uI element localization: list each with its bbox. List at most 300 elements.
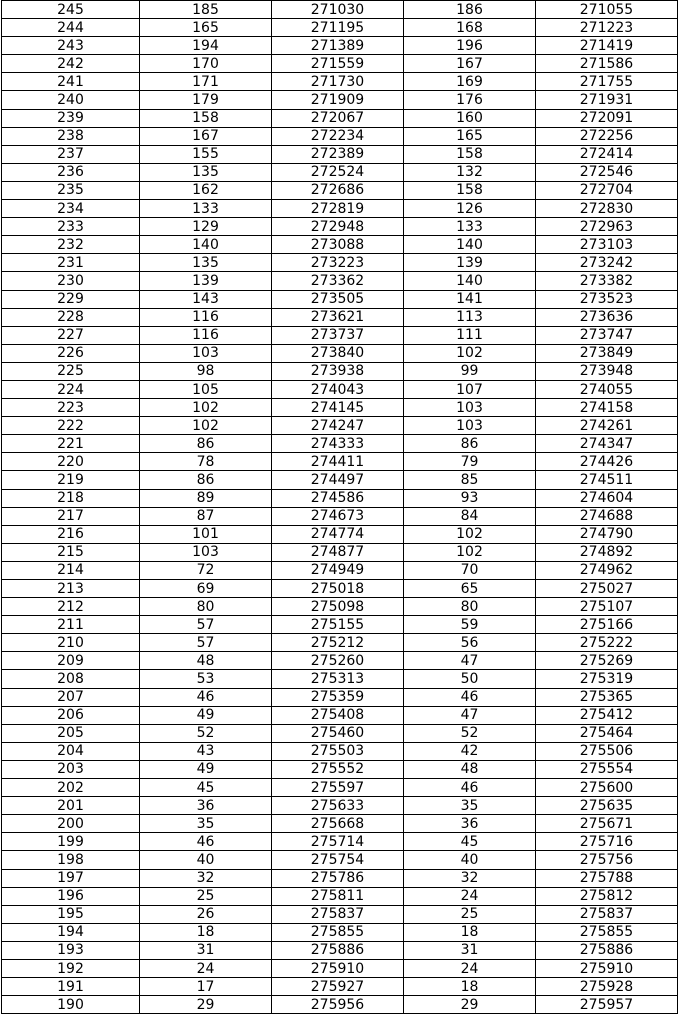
- count-b-cell: 36: [404, 815, 536, 833]
- table-row: [2, 797, 678, 815]
- count-a-cell: 139: [140, 272, 272, 290]
- table-row: [2, 1, 678, 19]
- cumulative-b-cell: 275464: [536, 724, 678, 742]
- score-cell: 199: [2, 833, 140, 851]
- cumulative-a-cell: 275837: [272, 905, 404, 923]
- cumulative-a-cell: 275910: [272, 959, 404, 977]
- cumulative-b-cell: 275635: [536, 797, 678, 815]
- table-row: [2, 598, 678, 616]
- score-cell: 221: [2, 435, 140, 453]
- count-a-cell: 52: [140, 724, 272, 742]
- table-row: [2, 760, 678, 778]
- count-a-cell: 103: [140, 543, 272, 561]
- score-cell: 222: [2, 417, 140, 435]
- cumulative-a-cell: 274877: [272, 543, 404, 561]
- cumulative-b-cell: 275269: [536, 652, 678, 670]
- count-a-cell: 116: [140, 308, 272, 326]
- cumulative-b-cell: 275957: [536, 996, 678, 1014]
- cumulative-b-cell: 272546: [536, 163, 678, 181]
- cumulative-b-cell: 274261: [536, 417, 678, 435]
- cumulative-a-cell: 275018: [272, 580, 404, 598]
- cumulative-b-cell: 275886: [536, 941, 678, 959]
- table-row: [2, 525, 678, 543]
- table-row: [2, 869, 678, 887]
- count-b-cell: 46: [404, 688, 536, 706]
- count-a-cell: 80: [140, 598, 272, 616]
- count-a-cell: 49: [140, 706, 272, 724]
- table-row: [2, 380, 678, 398]
- table-row: [2, 923, 678, 941]
- cumulative-b-cell: 275716: [536, 833, 678, 851]
- count-b-cell: 40: [404, 851, 536, 869]
- cumulative-a-cell: 274673: [272, 507, 404, 525]
- cumulative-b-cell: 271223: [536, 19, 678, 37]
- count-b-cell: 139: [404, 254, 536, 272]
- score-cell: 209: [2, 652, 140, 670]
- score-cell: 231: [2, 254, 140, 272]
- count-b-cell: 196: [404, 37, 536, 55]
- cumulative-b-cell: 271586: [536, 55, 678, 73]
- table-row: [2, 616, 678, 634]
- count-a-cell: 49: [140, 760, 272, 778]
- cumulative-a-cell: 275408: [272, 706, 404, 724]
- cumulative-a-cell: 274774: [272, 525, 404, 543]
- cumulative-b-cell: 272963: [536, 218, 678, 236]
- table-row: [2, 543, 678, 561]
- count-b-cell: 47: [404, 706, 536, 724]
- table-row: [2, 905, 678, 923]
- table-row: [2, 200, 678, 218]
- count-b-cell: 160: [404, 109, 536, 127]
- cumulative-a-cell: 274043: [272, 380, 404, 398]
- count-a-cell: 46: [140, 833, 272, 851]
- cumulative-a-cell: 275754: [272, 851, 404, 869]
- cumulative-a-cell: 271195: [272, 19, 404, 37]
- score-cell: 242: [2, 55, 140, 73]
- score-cell: 208: [2, 670, 140, 688]
- score-cell: 204: [2, 742, 140, 760]
- score-cell: 191: [2, 978, 140, 996]
- score-cell: 195: [2, 905, 140, 923]
- count-b-cell: 165: [404, 127, 536, 145]
- count-b-cell: 126: [404, 200, 536, 218]
- cumulative-a-cell: 275098: [272, 598, 404, 616]
- cumulative-b-cell: 274055: [536, 380, 678, 398]
- score-cell: 219: [2, 471, 140, 489]
- count-a-cell: 105: [140, 380, 272, 398]
- table-row: [2, 634, 678, 652]
- cumulative-a-cell: 275552: [272, 760, 404, 778]
- cumulative-b-cell: 275222: [536, 634, 678, 652]
- count-b-cell: 56: [404, 634, 536, 652]
- count-b-cell: 18: [404, 978, 536, 996]
- cumulative-b-cell: 275319: [536, 670, 678, 688]
- table-row: [2, 254, 678, 272]
- score-cell: 223: [2, 399, 140, 417]
- count-a-cell: 170: [140, 55, 272, 73]
- count-a-cell: 116: [140, 326, 272, 344]
- count-a-cell: 46: [140, 688, 272, 706]
- count-a-cell: 129: [140, 218, 272, 236]
- score-cell: 196: [2, 887, 140, 905]
- cumulative-a-cell: 275956: [272, 996, 404, 1014]
- count-b-cell: 158: [404, 145, 536, 163]
- count-a-cell: 194: [140, 37, 272, 55]
- cumulative-b-cell: 275837: [536, 905, 678, 923]
- count-a-cell: 35: [140, 815, 272, 833]
- cumulative-b-cell: 272414: [536, 145, 678, 163]
- count-a-cell: 171: [140, 73, 272, 91]
- count-a-cell: 135: [140, 163, 272, 181]
- cumulative-a-cell: 273840: [272, 344, 404, 362]
- count-a-cell: 143: [140, 290, 272, 308]
- table-row: [2, 941, 678, 959]
- table-row: [2, 91, 678, 109]
- table-row: [2, 19, 678, 37]
- count-b-cell: 158: [404, 181, 536, 199]
- cumulative-b-cell: 273849: [536, 344, 678, 362]
- score-cell: 201: [2, 797, 140, 815]
- cumulative-a-cell: 275668: [272, 815, 404, 833]
- score-table: [1, 0, 678, 1014]
- cumulative-b-cell: 273747: [536, 326, 678, 344]
- count-b-cell: 111: [404, 326, 536, 344]
- count-a-cell: 32: [140, 869, 272, 887]
- cumulative-b-cell: 274426: [536, 453, 678, 471]
- score-cell: 241: [2, 73, 140, 91]
- count-a-cell: 86: [140, 435, 272, 453]
- cumulative-a-cell: 274497: [272, 471, 404, 489]
- count-b-cell: 45: [404, 833, 536, 851]
- score-cell: 214: [2, 561, 140, 579]
- cumulative-b-cell: 273242: [536, 254, 678, 272]
- score-cell: 243: [2, 37, 140, 55]
- cumulative-a-cell: 275313: [272, 670, 404, 688]
- cumulative-b-cell: 271931: [536, 91, 678, 109]
- cumulative-a-cell: 275786: [272, 869, 404, 887]
- table-row: [2, 272, 678, 290]
- count-b-cell: 176: [404, 91, 536, 109]
- score-cell: 227: [2, 326, 140, 344]
- cumulative-b-cell: 275910: [536, 959, 678, 977]
- cumulative-b-cell: 272091: [536, 109, 678, 127]
- count-b-cell: 32: [404, 869, 536, 887]
- count-b-cell: 103: [404, 417, 536, 435]
- table-row: [2, 399, 678, 417]
- score-cell: 234: [2, 200, 140, 218]
- table-row: [2, 417, 678, 435]
- count-b-cell: 169: [404, 73, 536, 91]
- count-a-cell: 162: [140, 181, 272, 199]
- cumulative-a-cell: 273737: [272, 326, 404, 344]
- count-a-cell: 48: [140, 652, 272, 670]
- table-row: [2, 55, 678, 73]
- cumulative-b-cell: 274511: [536, 471, 678, 489]
- cumulative-b-cell: 275107: [536, 598, 678, 616]
- count-b-cell: 102: [404, 543, 536, 561]
- score-cell: 192: [2, 959, 140, 977]
- cumulative-a-cell: 273505: [272, 290, 404, 308]
- cumulative-b-cell: 274604: [536, 489, 678, 507]
- cumulative-a-cell: 274586: [272, 489, 404, 507]
- count-b-cell: 59: [404, 616, 536, 634]
- count-b-cell: 79: [404, 453, 536, 471]
- cumulative-b-cell: 274347: [536, 435, 678, 453]
- score-cell: 213: [2, 580, 140, 598]
- score-cell: 228: [2, 308, 140, 326]
- count-b-cell: 70: [404, 561, 536, 579]
- cumulative-b-cell: 275600: [536, 779, 678, 797]
- count-a-cell: 40: [140, 851, 272, 869]
- cumulative-a-cell: 275212: [272, 634, 404, 652]
- score-cell: 205: [2, 724, 140, 742]
- score-cell: 200: [2, 815, 140, 833]
- count-a-cell: 72: [140, 561, 272, 579]
- score-cell: 237: [2, 145, 140, 163]
- cumulative-b-cell: 273382: [536, 272, 678, 290]
- count-a-cell: 87: [140, 507, 272, 525]
- score-cell: 194: [2, 923, 140, 941]
- score-cell: 193: [2, 941, 140, 959]
- count-b-cell: 48: [404, 760, 536, 778]
- count-b-cell: 42: [404, 742, 536, 760]
- count-a-cell: 158: [140, 109, 272, 127]
- count-b-cell: 84: [404, 507, 536, 525]
- cumulative-a-cell: 272067: [272, 109, 404, 127]
- cumulative-a-cell: 274949: [272, 561, 404, 579]
- score-cell: 217: [2, 507, 140, 525]
- score-cell: 218: [2, 489, 140, 507]
- count-a-cell: 86: [140, 471, 272, 489]
- cumulative-b-cell: 271419: [536, 37, 678, 55]
- cumulative-a-cell: 271030: [272, 1, 404, 19]
- count-b-cell: 18: [404, 923, 536, 941]
- count-a-cell: 133: [140, 200, 272, 218]
- cumulative-b-cell: 273636: [536, 308, 678, 326]
- count-b-cell: 29: [404, 996, 536, 1014]
- score-cell: 197: [2, 869, 140, 887]
- cumulative-a-cell: 273938: [272, 362, 404, 380]
- count-b-cell: 168: [404, 19, 536, 37]
- cumulative-a-cell: 273362: [272, 272, 404, 290]
- cumulative-a-cell: 274247: [272, 417, 404, 435]
- table-row: [2, 724, 678, 742]
- count-b-cell: 31: [404, 941, 536, 959]
- cumulative-a-cell: 273088: [272, 236, 404, 254]
- count-a-cell: 69: [140, 580, 272, 598]
- table-row: [2, 362, 678, 380]
- table-row: [2, 453, 678, 471]
- table-row: [2, 670, 678, 688]
- count-b-cell: 140: [404, 272, 536, 290]
- table-row: [2, 561, 678, 579]
- score-cell: 226: [2, 344, 140, 362]
- cumulative-b-cell: 272830: [536, 200, 678, 218]
- cumulative-a-cell: 275811: [272, 887, 404, 905]
- cumulative-a-cell: 273223: [272, 254, 404, 272]
- cumulative-a-cell: 272524: [272, 163, 404, 181]
- score-cell: 198: [2, 851, 140, 869]
- count-b-cell: 99: [404, 362, 536, 380]
- cumulative-a-cell: 274333: [272, 435, 404, 453]
- count-b-cell: 93: [404, 489, 536, 507]
- cumulative-a-cell: 275855: [272, 923, 404, 941]
- count-a-cell: 89: [140, 489, 272, 507]
- score-cell: 206: [2, 706, 140, 724]
- count-a-cell: 155: [140, 145, 272, 163]
- cumulative-a-cell: 271389: [272, 37, 404, 55]
- table-row: [2, 580, 678, 598]
- cumulative-a-cell: 272686: [272, 181, 404, 199]
- score-cell: 216: [2, 525, 140, 543]
- table-row: [2, 435, 678, 453]
- score-cell: 232: [2, 236, 140, 254]
- count-b-cell: 113: [404, 308, 536, 326]
- count-b-cell: 133: [404, 218, 536, 236]
- count-b-cell: 46: [404, 779, 536, 797]
- count-a-cell: 29: [140, 996, 272, 1014]
- cumulative-b-cell: 273103: [536, 236, 678, 254]
- count-a-cell: 103: [140, 344, 272, 362]
- cumulative-a-cell: 275503: [272, 742, 404, 760]
- table-row: [2, 308, 678, 326]
- score-cell: 238: [2, 127, 140, 145]
- table-row: [2, 181, 678, 199]
- count-b-cell: 24: [404, 887, 536, 905]
- cumulative-b-cell: 271755: [536, 73, 678, 91]
- score-cell: 203: [2, 760, 140, 778]
- cumulative-a-cell: 273621: [272, 308, 404, 326]
- score-cell: 235: [2, 181, 140, 199]
- score-cell: 233: [2, 218, 140, 236]
- score-cell: 190: [2, 996, 140, 1014]
- cumulative-a-cell: 274411: [272, 453, 404, 471]
- table-row: [2, 145, 678, 163]
- count-a-cell: 98: [140, 362, 272, 380]
- cumulative-b-cell: 275788: [536, 869, 678, 887]
- score-cell: 236: [2, 163, 140, 181]
- table-row: [2, 236, 678, 254]
- table-row: [2, 652, 678, 670]
- table-row: [2, 959, 678, 977]
- cumulative-b-cell: 273523: [536, 290, 678, 308]
- cumulative-a-cell: 275460: [272, 724, 404, 742]
- cumulative-a-cell: 275714: [272, 833, 404, 851]
- count-b-cell: 85: [404, 471, 536, 489]
- table-row: [2, 815, 678, 833]
- cumulative-a-cell: 275633: [272, 797, 404, 815]
- count-a-cell: 140: [140, 236, 272, 254]
- cumulative-b-cell: 273948: [536, 362, 678, 380]
- count-b-cell: 141: [404, 290, 536, 308]
- count-a-cell: 43: [140, 742, 272, 760]
- count-a-cell: 167: [140, 127, 272, 145]
- cumulative-b-cell: 272704: [536, 181, 678, 199]
- count-a-cell: 185: [140, 1, 272, 19]
- table-row: [2, 489, 678, 507]
- score-cell: 240: [2, 91, 140, 109]
- cumulative-b-cell: 275166: [536, 616, 678, 634]
- cumulative-a-cell: 275927: [272, 978, 404, 996]
- table-row: [2, 887, 678, 905]
- count-b-cell: 80: [404, 598, 536, 616]
- count-b-cell: 35: [404, 797, 536, 815]
- count-a-cell: 24: [140, 959, 272, 977]
- cumulative-b-cell: 272256: [536, 127, 678, 145]
- cumulative-a-cell: 275155: [272, 616, 404, 634]
- score-cell: 244: [2, 19, 140, 37]
- table-row: [2, 996, 678, 1014]
- table-row: [2, 706, 678, 724]
- score-cell: 207: [2, 688, 140, 706]
- count-b-cell: 140: [404, 236, 536, 254]
- count-a-cell: 26: [140, 905, 272, 923]
- count-b-cell: 65: [404, 580, 536, 598]
- table-row: [2, 218, 678, 236]
- table-row: [2, 326, 678, 344]
- count-a-cell: 36: [140, 797, 272, 815]
- count-b-cell: 47: [404, 652, 536, 670]
- table-row: [2, 742, 678, 760]
- table-row: [2, 290, 678, 308]
- cumulative-b-cell: 275928: [536, 978, 678, 996]
- table-row: [2, 688, 678, 706]
- table-row: [2, 109, 678, 127]
- count-b-cell: 132: [404, 163, 536, 181]
- cumulative-b-cell: 274688: [536, 507, 678, 525]
- count-a-cell: 18: [140, 923, 272, 941]
- cumulative-b-cell: 274158: [536, 399, 678, 417]
- cumulative-a-cell: 271909: [272, 91, 404, 109]
- cumulative-a-cell: 272819: [272, 200, 404, 218]
- cumulative-a-cell: 275260: [272, 652, 404, 670]
- cumulative-a-cell: 272389: [272, 145, 404, 163]
- count-a-cell: 165: [140, 19, 272, 37]
- table-row: [2, 344, 678, 362]
- count-a-cell: 53: [140, 670, 272, 688]
- table-row: [2, 507, 678, 525]
- score-cell: 225: [2, 362, 140, 380]
- count-a-cell: 102: [140, 417, 272, 435]
- score-cell: 245: [2, 1, 140, 19]
- cumulative-a-cell: 275886: [272, 941, 404, 959]
- count-a-cell: 102: [140, 399, 272, 417]
- count-b-cell: 86: [404, 435, 536, 453]
- cumulative-a-cell: 271730: [272, 73, 404, 91]
- table-row: [2, 471, 678, 489]
- count-a-cell: 135: [140, 254, 272, 272]
- count-b-cell: 107: [404, 380, 536, 398]
- cumulative-b-cell: 271055: [536, 1, 678, 19]
- count-a-cell: 57: [140, 634, 272, 652]
- count-b-cell: 25: [404, 905, 536, 923]
- cumulative-b-cell: 275506: [536, 742, 678, 760]
- cumulative-a-cell: 275597: [272, 779, 404, 797]
- score-cell: 230: [2, 272, 140, 290]
- cumulative-a-cell: 274145: [272, 399, 404, 417]
- count-a-cell: 45: [140, 779, 272, 797]
- count-b-cell: 186: [404, 1, 536, 19]
- table-row: [2, 851, 678, 869]
- cumulative-b-cell: 275365: [536, 688, 678, 706]
- count-b-cell: 50: [404, 670, 536, 688]
- cumulative-b-cell: 275855: [536, 923, 678, 941]
- cumulative-b-cell: 275812: [536, 887, 678, 905]
- cumulative-b-cell: 275027: [536, 580, 678, 598]
- cumulative-a-cell: 271559: [272, 55, 404, 73]
- table-row: [2, 978, 678, 996]
- cumulative-a-cell: 275359: [272, 688, 404, 706]
